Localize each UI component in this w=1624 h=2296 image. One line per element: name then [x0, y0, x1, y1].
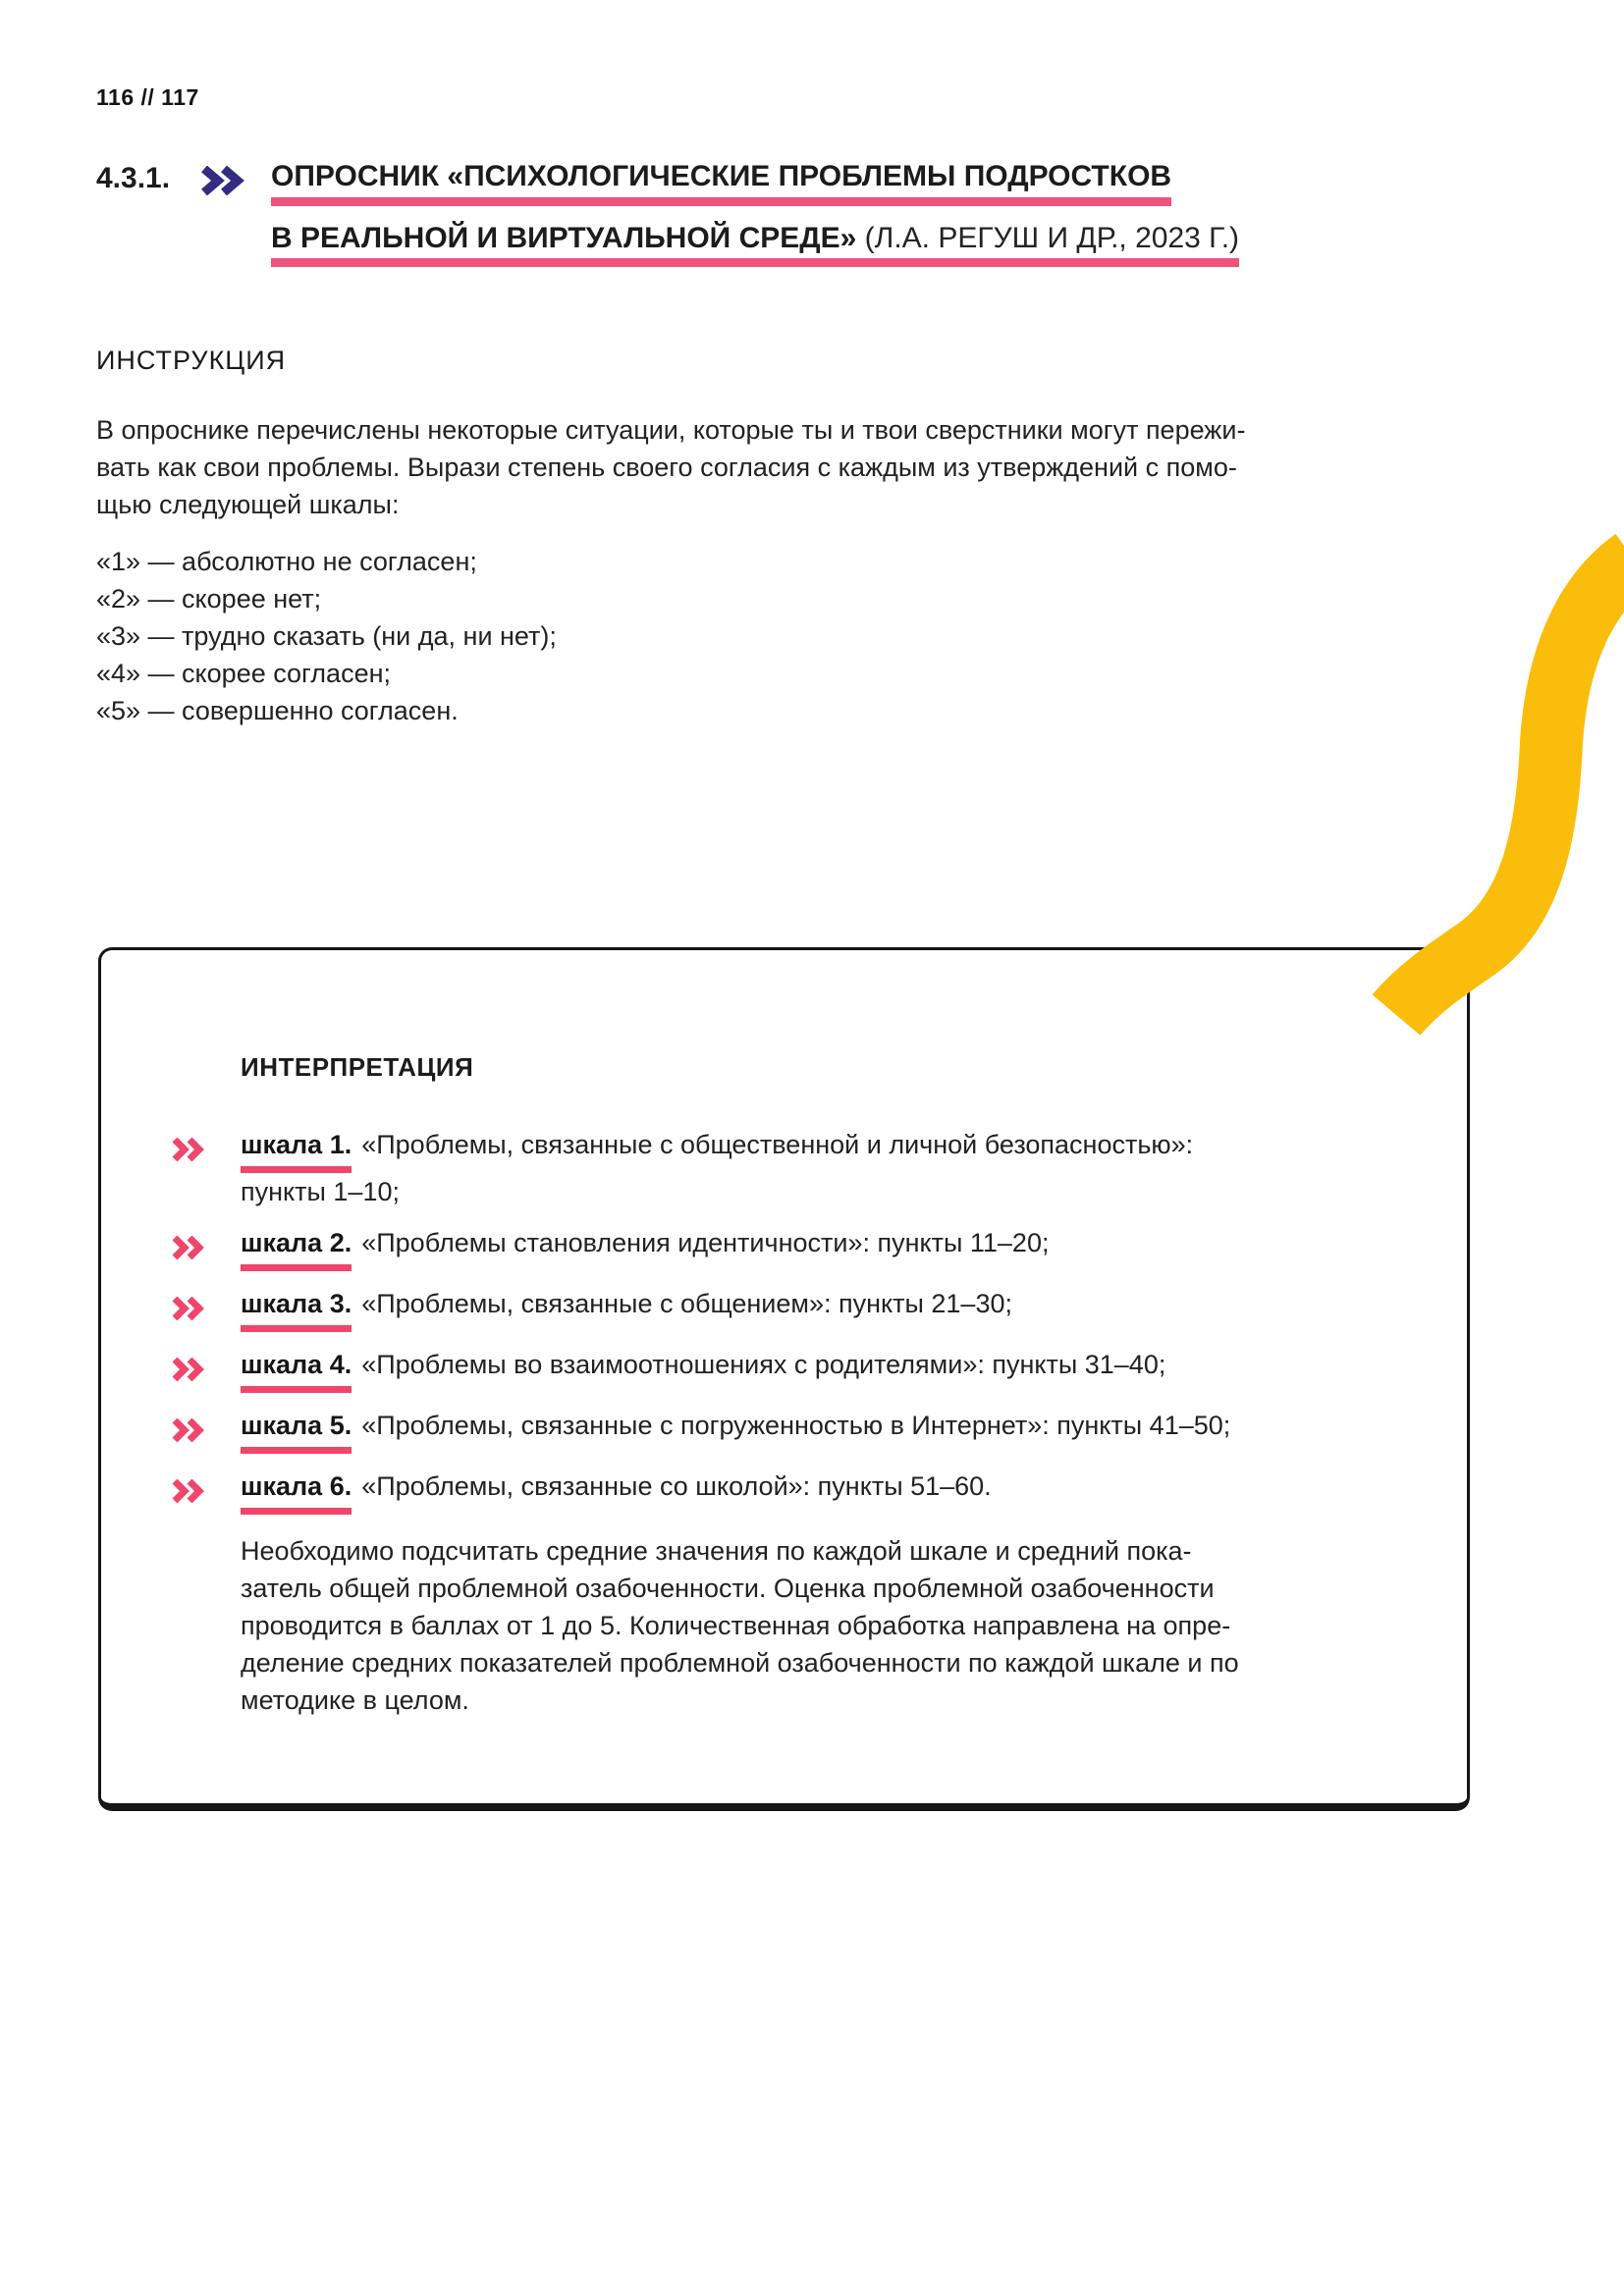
section-title-line2-bold: В РЕАЛЬНОЙ И ВИРТУАЛЬНОЙ СРЕДЕ» — [271, 221, 857, 254]
double-chevron-icon — [200, 166, 245, 200]
rating-scale-option: «2» — скорее нет; — [96, 584, 322, 614]
scoring-paragraph-line: методике в целом. — [241, 1685, 469, 1715]
scale-description — [241, 1285, 1424, 1332]
scale-description — [241, 1346, 1424, 1393]
double-chevron-icon — [172, 1346, 241, 1393]
scoring-paragraph-line: проводится в баллах от 1 до 5. Количественная обработка направлена на опре- — [241, 1611, 1231, 1640]
instruction-paragraph — [96, 411, 1536, 523]
scale-text: «Проблемы становления идентичности»: пункты 11–20; — [361, 1228, 1050, 1257]
list-item — [172, 1346, 1424, 1393]
interpretation-box — [98, 947, 1470, 1811]
section-number: 4.3.1. — [96, 162, 171, 194]
double-chevron-icon — [172, 1407, 241, 1454]
section-title — [271, 160, 1239, 267]
rating-scale-option: «3» — трудно сказать (ни да, ни нет); — [96, 621, 557, 651]
list-item — [172, 1224, 1424, 1271]
section-title-line2-row — [271, 222, 1239, 268]
double-chevron-icon — [172, 1285, 241, 1332]
section-header — [96, 160, 1536, 267]
scale-description — [241, 1126, 1424, 1210]
double-chevron-icon — [172, 1224, 241, 1271]
double-chevron-icon — [172, 1126, 241, 1210]
list-item — [172, 1407, 1424, 1454]
list-item — [172, 1126, 1424, 1210]
scoring-paragraph-line: деление средних показателей проблемной озабоченности по каждой шкале и по — [241, 1648, 1239, 1678]
list-item — [172, 1285, 1424, 1332]
rating-scale-list — [96, 543, 1536, 729]
section-title-line1: ОПРОСНИК «ПСИХОЛОГИЧЕСКИЕ ПРОБЛЕМЫ ПОДРОСТКОВ — [271, 160, 1171, 206]
instruction-paragraph-line: вать как свои проблемы. Вырази степень своего согласия с каждым из утверждений с помо- — [96, 453, 1237, 482]
rating-scale-option: «5» — совершенно согласен. — [96, 696, 459, 725]
rating-scale-option: «1» — абсолютно не согласен; — [96, 547, 477, 576]
scale-text: «Проблемы, связанные с общением»: пункты 21–30; — [361, 1289, 1012, 1318]
scale-description — [241, 1224, 1424, 1271]
scale-label: шкала 4. — [241, 1346, 352, 1393]
instruction-paragraph-line: щью следующей шкалы: — [96, 490, 400, 519]
section-title-line2 — [271, 222, 1239, 268]
scale-text: «Проблемы во взаимоотношениях с родителями»: пункты 31–40; — [361, 1350, 1166, 1379]
scale-label: шкала 5. — [241, 1407, 352, 1454]
section-title-line1-row — [271, 160, 1239, 206]
rating-scale-option: «4» — скорее согласен; — [96, 659, 392, 688]
instruction-paragraph-line: В опроснике перечислены некоторые ситуации, которые ты и твои сверстники могут пережи- — [96, 415, 1246, 445]
scale-text-continuation: пункты 1–10; — [241, 1177, 400, 1206]
scale-text: «Проблемы, связанные с общественной и личной безопасностью»: — [361, 1130, 1194, 1159]
double-chevron-icon — [172, 1468, 241, 1515]
scale-label: шкала 2. — [241, 1224, 352, 1271]
page-number: 116 // 117 — [96, 84, 199, 110]
section-title-authors-note: (Л.А. РЕГУШ И ДР., 2023 Г.) — [856, 221, 1240, 254]
scale-description — [241, 1407, 1424, 1454]
interpretation-heading: ИНТЕРПРЕТАЦИЯ — [241, 1052, 474, 1082]
list-item — [172, 1468, 1424, 1515]
scale-label: шкала 3. — [241, 1285, 352, 1332]
scoring-paragraph-line: Необходимо подсчитать средние значения по каждой шкале и средний пока- — [241, 1536, 1192, 1566]
scale-description — [241, 1468, 1424, 1515]
scoring-paragraph — [241, 1532, 1424, 1719]
scale-label: шкала 6. — [241, 1468, 352, 1515]
scale-label: шкала 1. — [241, 1126, 352, 1173]
scale-text: «Проблемы, связанные с погруженностью в Интернет»: пункты 41–50; — [361, 1411, 1231, 1440]
instruction-heading: ИНСТРУКЦИЯ — [96, 346, 287, 375]
scale-text: «Проблемы, связанные со школой»: пункты 51–60. — [361, 1471, 992, 1501]
scoring-paragraph-line: затель общей проблемной озабоченности. Оценка проблемной озабоченности — [241, 1574, 1215, 1603]
